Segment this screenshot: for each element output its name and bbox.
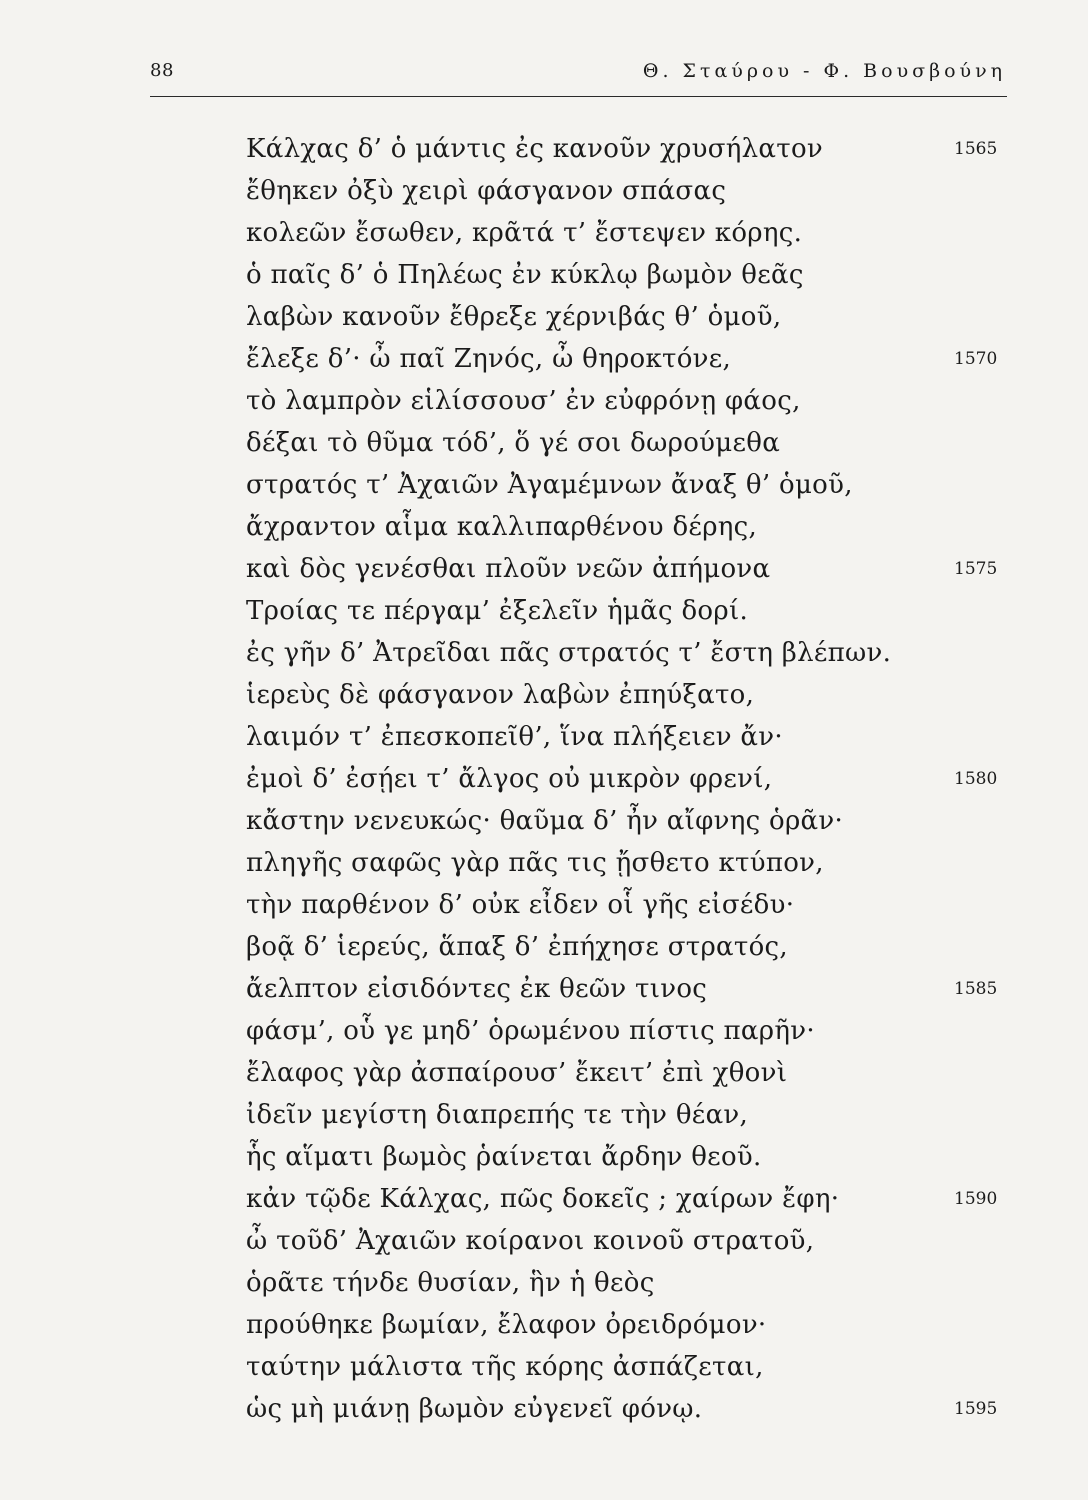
verse-text: ἔθηκεν ὀξὺ χειρὶ φάσγανον σπάσας xyxy=(246,176,727,206)
verse-text: ὁ παῖς δ’ ὁ Πηλέως ἐν κύκλῳ βωμὸν θεᾶς xyxy=(246,260,804,290)
verse-text: τὴν παρθένον δ’ οὐκ εἶδεν οἷ γῆς εἰσέδυ· xyxy=(246,890,795,920)
verse-line xyxy=(246,1094,748,1136)
verse-line xyxy=(246,422,780,464)
verse-line xyxy=(246,1136,762,1178)
verse-line xyxy=(246,716,783,758)
verse-text: Κάλχας δ’ ὁ μάντις ἐς κανοῦν χρυσήλατον xyxy=(246,134,824,164)
verse-line xyxy=(246,758,772,800)
verse-line xyxy=(246,338,731,380)
verse-line xyxy=(246,926,788,968)
verse-line xyxy=(246,1178,839,1220)
verse-text: ἐμοὶ δ’ ἐσῄει τ’ ἄλγος οὐ μικρὸν φρενί, xyxy=(246,764,773,794)
verse-line xyxy=(246,632,891,674)
header-rule xyxy=(150,96,1007,97)
verse-line xyxy=(246,590,748,632)
verse-line xyxy=(246,1052,787,1094)
verse-text: ἔλεξε δ’· ὦ παῖ Ζηνός, ὦ θηροκτόνε, xyxy=(246,344,732,374)
line-number: 1595 xyxy=(954,1399,998,1419)
verse-text: ἄχραντον αἷμα καλλιπαρθένου δέρης, xyxy=(246,512,758,542)
verse-line xyxy=(246,170,726,212)
verse-line xyxy=(246,464,853,506)
verse-line xyxy=(246,1304,767,1346)
verse-line xyxy=(246,674,754,716)
verse-text: τὸ λαμπρὸν εἱλίσσουσ’ ἐν εὐφρόνῃ φάος, xyxy=(246,386,801,416)
verse-line xyxy=(246,1262,655,1304)
running-head: Θ. Σταύρου - Φ. Βουσβούνη xyxy=(642,60,1006,82)
verse-text: ἰδεῖν μεγίστη διαπρεπής τε τὴν θέαν, xyxy=(246,1100,749,1130)
verse-line xyxy=(246,548,770,590)
verse-line xyxy=(246,884,794,926)
verse-text: πληγῆς σαφῶς γὰρ πᾶς τις ᾔσθετο κτύπον, xyxy=(246,848,824,878)
verse-text: φάσμ’, οὗ γε μηδ’ ὁρωμένου πίστις παρῆν· xyxy=(246,1016,815,1046)
page-number: 88 xyxy=(150,60,174,81)
verse-text: λαιμόν τ’ ἐπεσκοπεῖθ’, ἵνα πλήξειεν ἄν· xyxy=(246,722,783,752)
verse-line xyxy=(246,842,824,884)
verse-text: ὡς μὴ μιάνῃ βωμὸν εὐγενεῖ φόνῳ. xyxy=(246,1394,703,1424)
verse-text: κἄστην νενευκώς· θαῦμα δ’ ἦν αἴφνης ὁρᾶν· xyxy=(246,806,844,836)
verse-text: δέξαι τὸ θῦμα τόδ’, ὅ γέ σοι δωρούμεθα xyxy=(246,428,781,458)
verse-line xyxy=(246,296,781,338)
verse-text: ὁρᾶτε τήνδε θυσίαν, ἣν ἡ θεὸς xyxy=(246,1268,655,1298)
verse-text: ὦ τοῦδ’ Ἀχαιῶν κοίρανοι κοινοῦ στρατοῦ, xyxy=(246,1226,815,1256)
verse-line xyxy=(246,1010,815,1052)
verse-line xyxy=(246,506,757,548)
verse-text: ἧς αἵματι βωμὸς ῥαίνεται ἄρδην θεοῦ. xyxy=(246,1142,762,1172)
verse-line xyxy=(246,212,802,254)
page-header xyxy=(150,60,1006,94)
verse-line xyxy=(246,254,804,296)
verse-line xyxy=(246,800,843,842)
verse-text: βοᾷ δ’ ἱερεύς, ἅπαξ δ’ ἐπήχησε στρατός, xyxy=(246,932,788,962)
verse-line xyxy=(246,1220,814,1262)
verse-text: καὶ δὸς γενέσθαι πλοῦν νεῶν ἀπήμονα xyxy=(246,554,771,584)
verse-line xyxy=(246,1388,702,1430)
verse-line xyxy=(246,128,823,170)
verse-text: στρατός τ’ Ἀχαιῶν Ἀγαμέμνων ἄναξ θ’ ὁμοῦ, xyxy=(246,470,853,500)
verse-text: κἀν τῷδε Κάλχας, πῶς δοκεῖς ; χαίρων ἔφη· xyxy=(246,1184,840,1214)
verse-text: προύθηκε βωμίαν, ἔλαφον ὀρειδρόμον· xyxy=(246,1310,767,1340)
verse-text: ἔλαφος γὰρ ἀσπαίρουσ’ ἔκειτ’ ἐπὶ χθονὶ xyxy=(246,1058,788,1088)
verse-text: κολεῶν ἔσωθεν, κρᾶτά τ’ ἔστεψεν κόρης. xyxy=(246,218,803,248)
verse-text: ταύτην μάλιστα τῆς κόρης ἀσπάζεται, xyxy=(246,1352,764,1382)
line-number: 1565 xyxy=(954,139,998,159)
line-number: 1575 xyxy=(954,559,998,579)
verse-line xyxy=(246,380,801,422)
verse-text: ἐς γῆν δ’ Ἀτρεῖδαι πᾶς στρατός τ’ ἔστη βλέπων. xyxy=(246,638,892,668)
line-number: 1590 xyxy=(954,1189,998,1209)
verse-text: Τροίας τε πέργαμ’ ἐξελεῖν ἡμᾶς δορί. xyxy=(246,596,749,626)
verse-text: ἄελπτον εἰσιδόντες ἐκ θεῶν τινος xyxy=(246,974,708,1004)
verse-line xyxy=(246,968,707,1010)
verse-line xyxy=(246,1346,764,1388)
line-number: 1580 xyxy=(954,769,998,789)
verse-text: ἱερεὺς δὲ φάσγανον λαβὼν ἐπηύξατο, xyxy=(246,680,755,710)
verse-text: λαβὼν κανοῦν ἔθρεξε χέρνιβάς θ’ ὁμοῦ, xyxy=(246,302,782,332)
line-number: 1585 xyxy=(954,979,998,999)
line-number: 1570 xyxy=(954,349,998,369)
